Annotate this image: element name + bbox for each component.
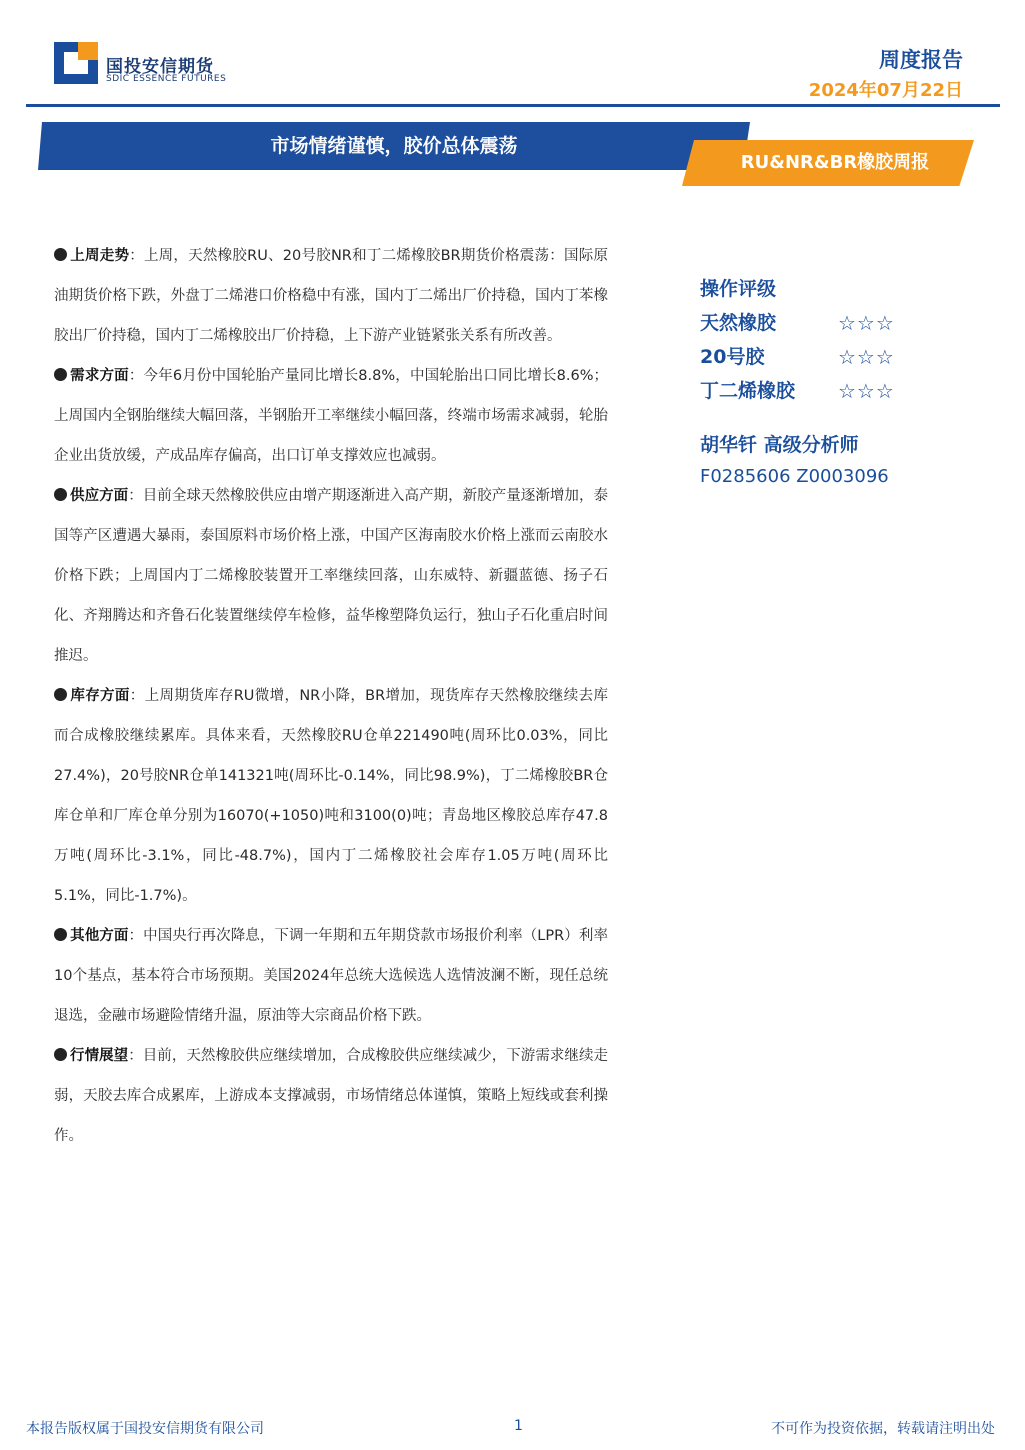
page-number: 1 xyxy=(514,1418,523,1434)
report-body xyxy=(54,236,608,1156)
rating-row xyxy=(700,340,960,374)
bullet-icon xyxy=(54,688,67,701)
company-name-en: SDIC ESSENCE FUTURES xyxy=(106,74,227,84)
rating-name: 天然橡胶 xyxy=(700,312,777,334)
header-divider xyxy=(26,104,1000,107)
bullet-icon xyxy=(54,928,67,941)
report-type: 周度报告 xyxy=(879,48,963,72)
analyst-name: 胡华钎 高级分析师 xyxy=(700,434,859,456)
rating-title: 操作评级 xyxy=(700,278,777,300)
report-subtitle: RU&NR&BR橡胶周报 xyxy=(740,152,930,173)
section-lead: 需求方面 xyxy=(70,368,129,384)
section-text: ：今年6月份中国轮胎产量同比增长8.8%，中国轮胎出口同比增长8.6%；上周国内全钢胎继续大幅回落，半钢胎开工率继续小幅回落，终端市场需求减弱，轮胎企业出货放缓，产成品库存偏高，出口订单支撑效应也减弱。 xyxy=(54,368,609,464)
section-lead: 行情展望 xyxy=(70,1048,129,1064)
report-date: 2024年07月22日 xyxy=(808,80,963,101)
section-text: ：目前全球天然橡胶供应由增产期逐渐进入高产期，新胶产量逐渐增加，泰国等产区遭遇大暴雨，泰国原料市场价格上涨，中国产区海南胶水价格上涨而云南胶水价格下跌；上周国内丁二烯橡胶装置开工率继续回落，山东威特、新疆蓝德、扬子石化、齐翔腾达和齐鲁石化装置继续停车检修，益华橡塑降负运行，独山子石化重启时间推迟。 xyxy=(54,488,608,664)
report-title: 市场情绪谨慎，胶价总体震荡 xyxy=(270,135,518,157)
section-text: ：上周，天然橡胶RU、20号胶NR和丁二烯橡胶BR期货价格震荡：国际原油期货价格下跌，外盘丁二烯港口价格稳中有涨，国内丁二烯出厂价持稳，国内丁苯橡胶出厂价持稳，国内丁二烯橡胶出厂价持稳，上下游产业链紧张关系有所改善。 xyxy=(54,248,608,344)
section-inventory xyxy=(54,676,608,916)
section-demand xyxy=(54,356,608,476)
section-lead: 上周走势 xyxy=(70,248,130,264)
footer-notice: 不可作为投资依据，转载请注明出处 xyxy=(771,1421,995,1437)
bullet-icon xyxy=(54,368,67,381)
bullet-icon xyxy=(54,1048,67,1061)
footer-copyright: 本报告版权属于国投安信期货有限公司 xyxy=(26,1421,264,1437)
rating-name: 20号胶 xyxy=(700,346,765,368)
star-rating-icon: ☆☆☆ xyxy=(838,345,895,369)
star-rating-icon: ☆☆☆ xyxy=(838,311,895,335)
section-lead: 供应方面 xyxy=(70,488,129,504)
section-lead: 库存方面 xyxy=(70,688,130,704)
rating-row xyxy=(700,374,960,408)
bullet-icon xyxy=(54,248,67,261)
section-outlook xyxy=(54,1036,608,1156)
star-rating-icon: ☆☆☆ xyxy=(838,379,895,403)
bullet-icon xyxy=(54,488,67,501)
rating-name: 丁二烯橡胶 xyxy=(700,380,796,402)
rating-sidebar xyxy=(700,272,960,492)
section-text: ：目前，天然橡胶供应继续增加，合成橡胶供应继续减少，下游需求继续走弱，天胶去库合成累库，上游成本支撑减弱，市场情绪总体谨慎，策略上短线或套利操作。 xyxy=(54,1048,608,1144)
section-text: ：上周期货库存RU微增，NR小降，BR增加，现货库存天然橡胶继续去库而合成橡胶继续累库。具体来看，天然橡胶RU仓单221490吨(周环比0.03%，同比27.4%)，20号胶NR仓单141321吨(周环比-0.14%，同比98.9%)，丁二烯橡胶BR仓库仓单和厂库仓单分别为16070(+1050)吨和3100(0)吨；青岛地区橡胶总库存47.8万吨(周环比-3.1%，同比-48.7%)，国内丁二烯橡胶社会库存1.05万吨(周环比5.1%，同比-1.7%)。 xyxy=(54,688,608,904)
section-supply xyxy=(54,476,608,676)
company-logo-icon xyxy=(54,42,98,84)
section-text: ：中国央行再次降息，下调一年期和五年期贷款市场报价利率（LPR）利率10个基点，基本符合市场预期。美国2024年总统大选候选人选情波澜不断，现任总统退选，金融市场避险情绪升温，原油等大宗商品价格下跌。 xyxy=(54,928,608,1024)
analyst-certificate: F0285606 Z0003096 xyxy=(700,466,889,487)
section-lead: 其他方面 xyxy=(70,928,129,944)
rating-row xyxy=(700,306,960,340)
section-other xyxy=(54,916,608,1036)
section-weekly-trend xyxy=(54,236,608,356)
company-name: 国投安信期货 xyxy=(106,57,214,77)
